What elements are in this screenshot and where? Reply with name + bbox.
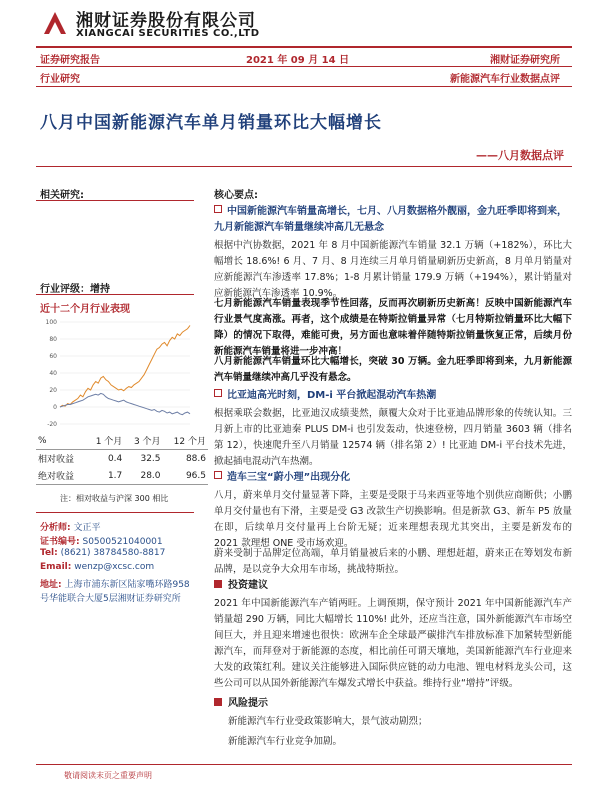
row-label: 相对收益 — [38, 455, 75, 465]
title-divider — [36, 166, 572, 167]
email-label: Email: — [40, 562, 72, 572]
analyst-label: 分析师: — [40, 523, 71, 533]
chart-ytick-label: 40 — [49, 370, 57, 377]
footer-divider — [36, 764, 572, 765]
point-2-para-1: 根据乘联会数据，比亚迪汉成绩斐然，颠覆大众对于比亚迪品牌形象的传统认知。三月新上市的比亚迪秦 PLUS DM-i 也引发轰动，快速登榜，四月销量 3603 辆（排名第 12），快速爬升至八月销量 12574 辆（排名第 2）! 比亚迪 DM-i 平台技术先进，掀起插电混动汽车热潮。 — [214, 408, 572, 467]
chart-label: 近十二个月行业表现 — [40, 304, 130, 315]
table-header-cell: % — [36, 432, 86, 450]
company-name-cn: 湘财证券股份有限公司 — [76, 11, 256, 31]
chart-ytick-label: 0 — [53, 404, 57, 411]
footer-disclaimer: 敬请阅读末页之重要声明 — [64, 771, 152, 780]
point-2-head — [214, 388, 572, 404]
core-points-label: 核心要点: — [214, 190, 258, 201]
row-label: 绝对收益 — [36, 467, 86, 485]
investment-advice-title: 投资建议 — [228, 580, 268, 591]
point-3-head-text: 造车三宝“蔚小理”出现分化 — [227, 472, 351, 483]
risk-item-1: 新能源汽车行业受政策影响大，景气波动剧烈； — [228, 716, 428, 727]
bullet-square-icon — [214, 471, 222, 479]
sidebar-divider — [36, 200, 194, 201]
telephone — [40, 548, 165, 558]
risk-head — [214, 696, 572, 712]
industry-rating: 行业评级：增持 — [40, 284, 110, 295]
table-cell: 96.5 — [163, 467, 208, 485]
cert-label: 证书编号: — [40, 537, 80, 547]
report-category: 行业研究 — [40, 74, 80, 85]
company-name-en: XIANGCAI SECURITIES CO.,LTD — [76, 28, 260, 39]
table-header-row — [36, 432, 208, 450]
investment-advice-head — [214, 578, 572, 594]
table-note: 注：相对收益与沪深 300 相比 — [60, 494, 169, 503]
address-label: 地址: — [40, 580, 62, 590]
table-cell: 0.4 — [107, 453, 123, 464]
table-header-cell: 12 个月 — [163, 432, 208, 450]
report-type: 证券研究报告 — [40, 55, 100, 66]
chart-ytick-label: 60 — [49, 353, 57, 360]
address — [40, 578, 190, 606]
report-series: 新能源汽车行业数据点评 — [450, 74, 560, 85]
tel-label: Tel: — [40, 548, 58, 558]
related-research-label: 相关研究: — [40, 190, 84, 201]
table-row — [36, 450, 208, 468]
address-value: 上海市浦东新区陆家嘴环路958号华能联合大厦5层湘财证券研究所 — [40, 580, 190, 604]
cert-number — [40, 534, 163, 547]
performance-table — [36, 432, 208, 485]
table-row — [36, 467, 208, 485]
point-3-para-1: 八月，蔚来单月交付量显著下降，主要是受限于马来西亚等地个别供应商断供；小鹏单月交付量也有下滑，主要是受 G3 改款生产切换影响。但是新款 G3、新车 P5 放量在即，后续单月交付量再上台阶无疑；近来理想表现尤其突出，主要是新发布的 2021 款理想 ONE 受市场欢迎。 — [214, 490, 572, 549]
sidebar-divider — [36, 512, 194, 513]
point-3-para-2: 蔚来受制于品牌定位高端，单月销量被后来的小鹏、理想赶超，蔚来正在筹划发布新品牌，是以竞争大众用车市场，挑战特斯拉。 — [214, 548, 572, 575]
table-cell: 32.5 — [140, 453, 161, 464]
bullet-square-icon — [214, 389, 222, 397]
header-divider-2 — [36, 66, 572, 67]
chart-ytick-label: -20 — [47, 421, 57, 428]
report-date: 2021 年 09 月 14 日 — [246, 55, 350, 66]
research-institute: 湘财证券研究所 — [490, 55, 560, 66]
section-square-icon — [214, 580, 222, 588]
investment-advice-para: 2021 年中国新能源汽车产销两旺。上调预期，保守预计 2021 年中国新能源汽车产销量超 290 万辆，同比大幅增长 110%! 此外，还应当注意，国外新能源汽车市场空间巨大，并且迎来增速也很快：欧洲车企全球最严碳排汽车排放标准下加紧转型新能源汽车，而拜登对于新能源的态度，相比前任可谓天壤地，美国新能源汽车行业迎来大发的政策红利。建议关注能够进入国际供应链的动力电池、锂电材料龙头公司，这些公司可以从国外新能源汽车爆发式增长中获益。维持行业“增持”评级。 — [214, 598, 572, 689]
risk-title: 风险提示 — [228, 698, 268, 709]
cert-value: S0500521040001 — [82, 537, 163, 547]
industry-performance-chart — [36, 314, 194, 432]
chart-ytick-label: 80 — [49, 336, 57, 343]
point-1-para-2: 七月新能源汽车销量表现季节性回落，反而再次刷新历史新高！反映中国新能源汽车行业景气度高涨。再者，这个成绩是在特斯拉销量异常（七月特斯拉销量环比大幅下降）的情况下取得，难能可贵，另方面也意味着伴随特斯拉销量恢复正常，后续月份新能源汽车销量将进一步冲高！ — [214, 298, 572, 357]
point-1-head-text: 中国新能源汽车销量高增长，七月、八月数据格外靓丽，金九旺季即将到来，九月新能源汽车销量继续冲高几无悬念 — [214, 206, 567, 233]
chart-series-line — [60, 325, 190, 407]
point-1-head — [214, 204, 572, 236]
risk-item-2: 新能源汽车行业竞争加剧。 — [228, 736, 343, 747]
bullet-square-icon — [214, 205, 222, 213]
email — [40, 562, 154, 572]
section-square-icon — [214, 698, 222, 706]
header-divider — [36, 46, 572, 48]
analyst-name — [40, 520, 101, 533]
point-3-head — [214, 470, 572, 486]
table-cell: 1.7 — [86, 467, 124, 485]
table-cell: 88.6 — [185, 453, 206, 464]
chart-ytick-label: 100 — [45, 319, 57, 326]
table-header-cell: 1 个月 — [86, 432, 124, 450]
tel-value: (8621) 38784580-8817 — [60, 548, 166, 558]
sidebar-divider — [36, 294, 194, 295]
page-title: 八月中国新能源汽车单月销量环比大幅增长 — [40, 113, 382, 133]
point-1-para-1: 根据中汽协数据，2021 年 8 月中国新能源汽车销量 32.1 万辆（+182%），环比大幅增长 18.6%! 6 月、7 月、8 月连续三月单月销量刷新历史新高，8 月单月销量对应新能源汽车渗透率 17.8%；1-8 月累计销量 179.9 万辆（+194%），累计销量对应新能源汽车渗透率 10.9%。 — [214, 240, 572, 299]
chart-ytick-label: 20 — [49, 387, 57, 394]
email-value[interactable]: wenzp@xcsc.com — [74, 562, 155, 572]
table-cell: 28.0 — [124, 467, 162, 485]
header-divider-3 — [36, 86, 572, 87]
analyst-value: 文正平 — [73, 523, 101, 533]
company-logo-icon — [40, 8, 70, 38]
table-header-cell: 3 个月 — [124, 432, 162, 450]
point-1-para-3: 八月新能源汽车销量环比大幅增长，突破 30 万辆。金九旺季即将到来，九月新能源汽车销量继续冲高几乎没有悬念。 — [214, 356, 572, 383]
page-subtitle: ——八月数据点评 — [476, 149, 564, 162]
point-2-head-text: 比亚迪高光时刻，DM-i 平台掀起混动汽车热潮 — [227, 390, 437, 401]
